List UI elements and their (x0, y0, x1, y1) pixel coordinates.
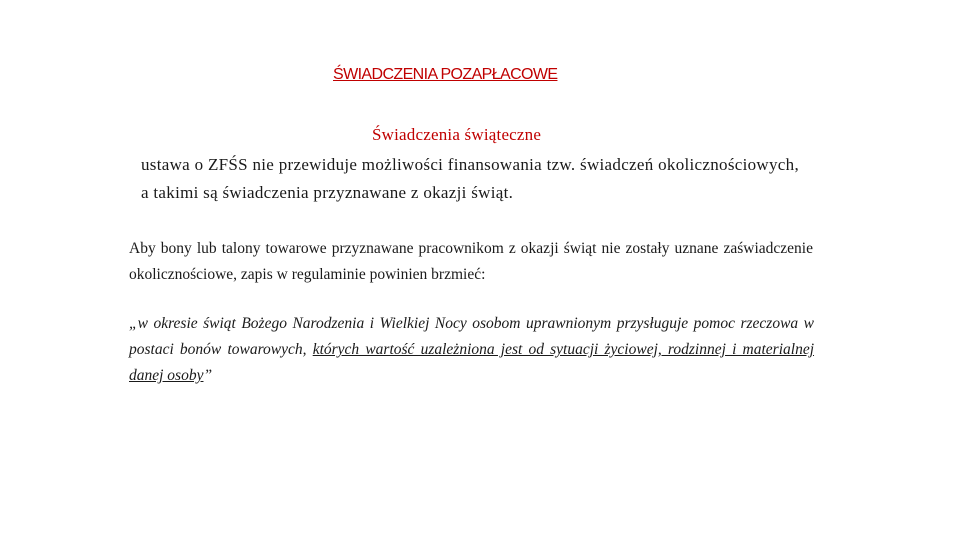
intro-text: ustawa o ZFŚS nie przewiduje możliwości finansowania tzw. świadczeń okolicznościowych, a takimi są świadczenia przyznawane z okazji świąt. (141, 155, 799, 202)
slide-title: ŚWIADCZENIA POZAPŁACOWE (333, 66, 558, 83)
quote-underlined: których wartość uzależniona jest od sytuacji życiowej, rodzinnej i materialnej danej osoby (129, 341, 815, 384)
section-subtitle: Świadczenia świąteczne (372, 125, 542, 144)
quote-lead: „w okresie świąt Bożego Narodzenia i Wielkiej Nocy osobom uprawnionym przysługuje pomoc rzeczowa w postaci bonów towarowych, (129, 315, 814, 358)
quote-close: ” (203, 367, 213, 384)
regulation-paragraph: Aby bony lub talony towarowe przyznawane pracownikom z okazji świąt nie zostały uznane zaświadczenie okolicznościowe, zapis w regulaminie powinien brzmieć: (129, 240, 813, 283)
regulation-quote (129, 311, 814, 389)
